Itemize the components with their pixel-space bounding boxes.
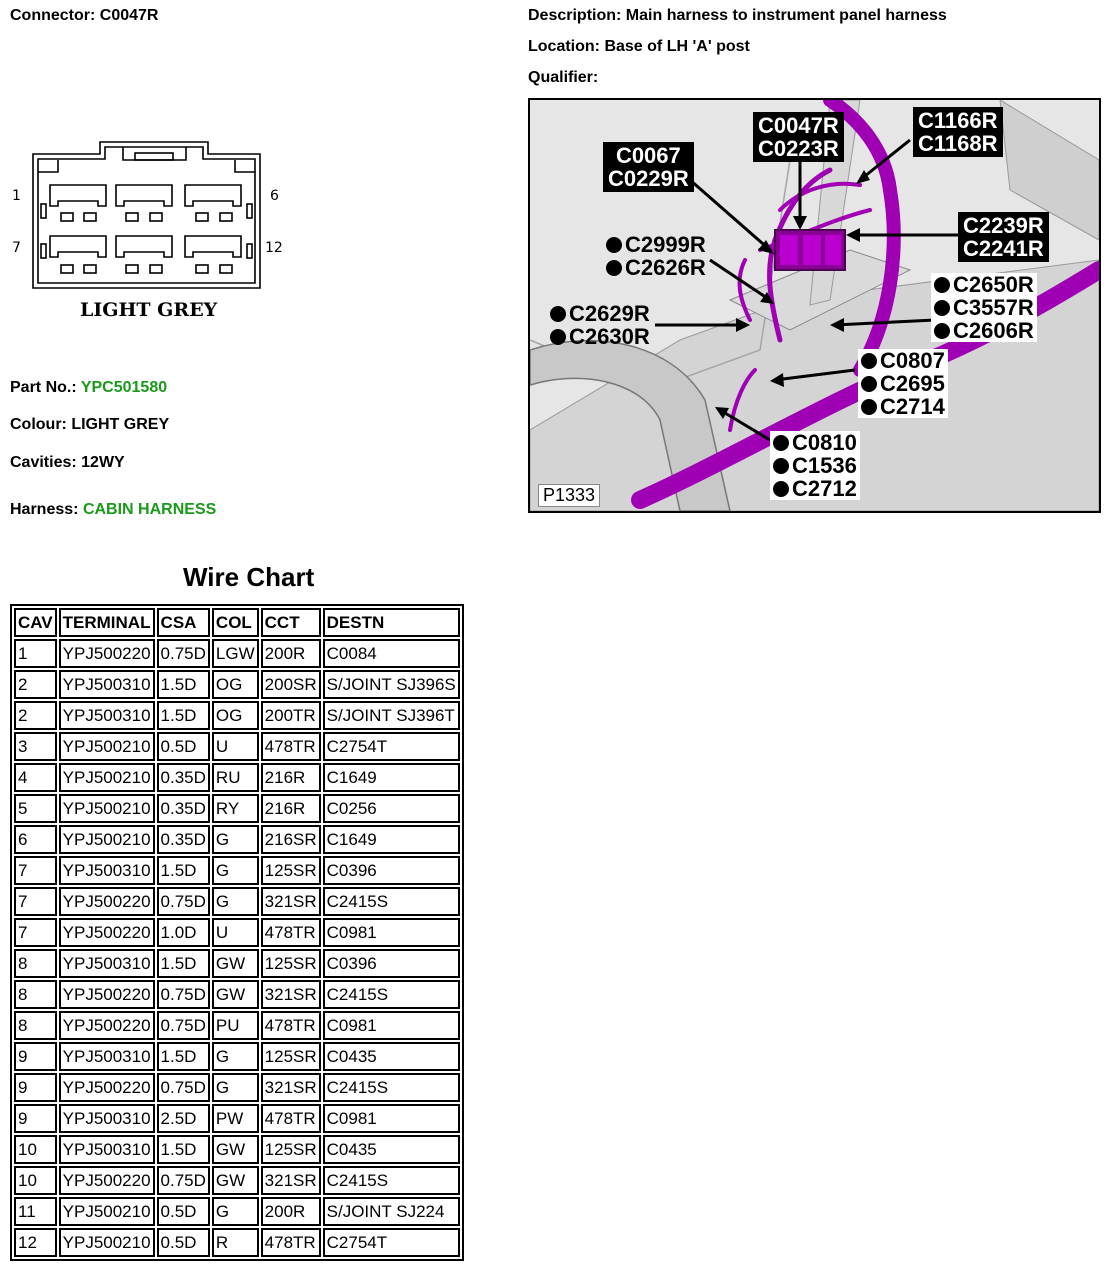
table-row: [14, 1166, 460, 1195]
cell-csa: 0.75D: [157, 1166, 210, 1195]
cell-terminal: YPJ500310: [59, 1135, 155, 1164]
cell-csa: 0.75D: [157, 1011, 210, 1040]
cell-col: U: [212, 918, 259, 947]
table-row: [14, 1042, 460, 1071]
callout-group-c0807: C0807 C2695 C2714: [858, 349, 948, 418]
cell-col: RY: [212, 794, 259, 823]
cell-destn: C0084: [323, 639, 460, 668]
part-number-link[interactable]: YPC501580: [80, 379, 168, 396]
housing-outline: [33, 142, 260, 288]
pin-label-7: 7: [12, 240, 21, 256]
part-number-line: [10, 379, 167, 397]
cell-cav: 10: [14, 1166, 57, 1195]
cell-csa: 0.35D: [157, 825, 210, 854]
colour-value: LIGHT GREY: [71, 416, 170, 433]
cell-cct: 125SR: [261, 1042, 321, 1071]
table-row: [14, 670, 460, 699]
description-label: Description:: [528, 7, 622, 24]
column-header-terminal: TERMINAL: [59, 608, 155, 637]
bullet-icon: [773, 481, 789, 497]
cell-destn: C2415S: [323, 980, 460, 1009]
cell-terminal: YPJ500210: [59, 1228, 155, 1257]
cell-cct: 321SR: [261, 887, 321, 916]
table-row: [14, 1104, 460, 1133]
table-row: [14, 794, 460, 823]
cell-csa: 1.5D: [157, 949, 210, 978]
column-header-csa: CSA: [157, 608, 210, 637]
cell-cav: 7: [14, 887, 57, 916]
wire-chart-table: [10, 604, 464, 1261]
cell-destn: S/JOINT SJ396T: [323, 701, 460, 730]
connector-face-drawing: [8, 138, 288, 328]
cell-cav: 4: [14, 763, 57, 792]
cell-cav: 3: [14, 732, 57, 761]
cell-cct: 200R: [261, 1197, 321, 1226]
cell-col: PU: [212, 1011, 259, 1040]
callout-group-c0810: C0810 C1536 C2712: [770, 431, 860, 500]
cell-cav: 8: [14, 1011, 57, 1040]
location-view-image: [528, 98, 1101, 513]
column-header-cct: CCT: [261, 608, 321, 637]
callout-group-c2650: C2650R C3557R C2606R: [931, 273, 1037, 342]
table-row: [14, 639, 460, 668]
table-row: [14, 1073, 460, 1102]
cell-csa: 0.75D: [157, 887, 210, 916]
cell-terminal: YPJ500210: [59, 763, 155, 792]
connector-line: [10, 7, 158, 25]
cell-cct: 200SR: [261, 670, 321, 699]
cell-cav: 1: [14, 639, 57, 668]
column-header-destn: DESTN: [323, 608, 460, 637]
cell-col: OG: [212, 670, 259, 699]
cell-col: G: [212, 825, 259, 854]
cell-cav: 9: [14, 1042, 57, 1071]
cavity-row-top: [50, 185, 241, 221]
cell-terminal: YPJ500210: [59, 825, 155, 854]
cell-csa: 1.5D: [157, 701, 210, 730]
cell-cav: 9: [14, 1104, 57, 1133]
cell-cct: 200R: [261, 639, 321, 668]
cell-cav: 6: [14, 825, 57, 854]
callout-group-c2999: C2999R C2626R: [606, 233, 706, 279]
bullet-icon: [550, 306, 566, 322]
cell-terminal: YPJ500210: [59, 732, 155, 761]
harness-label: Harness:: [10, 501, 79, 518]
cell-destn: C0435: [323, 1135, 460, 1164]
callout-c1166: C1166R C1168R: [913, 107, 1003, 157]
cell-terminal: YPJ500310: [59, 1104, 155, 1133]
connector-value: C0047R: [99, 7, 159, 24]
cell-destn: C0981: [323, 1011, 460, 1040]
cell-terminal: YPJ500310: [59, 670, 155, 699]
cell-destn: C0435: [323, 1042, 460, 1071]
cell-terminal: YPJ500310: [59, 701, 155, 730]
part-number-label: Part No.:: [10, 379, 77, 396]
cell-destn: C1649: [323, 763, 460, 792]
latch-tab: [135, 153, 173, 160]
cell-destn: C0256: [323, 794, 460, 823]
cell-cct: 200TR: [261, 701, 321, 730]
housing-inner-outline: [38, 147, 255, 283]
description-line: [528, 7, 947, 25]
cell-cct: 321SR: [261, 1073, 321, 1102]
cell-destn: C2415S: [323, 1073, 460, 1102]
cell-col: GW: [212, 980, 259, 1009]
table-row: [14, 763, 460, 792]
face-colour-caption: LIGHT GREY: [80, 299, 218, 321]
cell-cct: 321SR: [261, 980, 321, 1009]
cell-csa: 0.35D: [157, 763, 210, 792]
bullet-icon: [606, 237, 622, 253]
cell-cav: 11: [14, 1197, 57, 1226]
column-header-cav: CAV: [14, 608, 57, 637]
table-row: [14, 732, 460, 761]
bullet-icon: [934, 323, 950, 339]
cell-cav: 8: [14, 980, 57, 1009]
colour-label: Colour:: [10, 416, 67, 433]
cell-terminal: YPJ500310: [59, 949, 155, 978]
cell-terminal: YPJ500210: [59, 1197, 155, 1226]
pin-label-12: 12: [265, 240, 283, 256]
description-value: Main harness to instrument panel harness: [625, 7, 947, 24]
bullet-icon: [934, 300, 950, 316]
cell-col: G: [212, 856, 259, 885]
cell-destn: C0981: [323, 918, 460, 947]
callout-c0067: C0067 C0229R: [603, 142, 694, 192]
cell-cct: 125SR: [261, 856, 321, 885]
wire-chart-title: Wire Chart: [183, 562, 315, 592]
cell-csa: 1.5D: [157, 670, 210, 699]
cell-col: OG: [212, 701, 259, 730]
cell-col: GW: [212, 1135, 259, 1164]
table-row: [14, 918, 460, 947]
table-row: [14, 887, 460, 916]
cell-cct: 125SR: [261, 949, 321, 978]
cell-csa: 1.5D: [157, 856, 210, 885]
location-line: [528, 38, 750, 56]
cavities-label: Cavities:: [10, 454, 77, 471]
cell-cct: 478TR: [261, 1011, 321, 1040]
bullet-icon: [606, 260, 622, 276]
table-row: [14, 1228, 460, 1257]
cell-destn: C0981: [323, 1104, 460, 1133]
cell-csa: 0.75D: [157, 1073, 210, 1102]
qualifier-label: Qualifier:: [528, 69, 599, 86]
cell-col: R: [212, 1228, 259, 1257]
bullet-icon: [773, 435, 789, 451]
cell-cav: 7: [14, 918, 57, 947]
notch-left: [41, 204, 46, 218]
notch-top-right: [235, 160, 255, 172]
cell-destn: C0396: [323, 949, 460, 978]
harness-line: [10, 501, 216, 519]
notch-top-left: [38, 160, 58, 172]
cell-terminal: YPJ500210: [59, 794, 155, 823]
colour-line: [10, 416, 169, 434]
table-row: [14, 949, 460, 978]
connector-label: Connector:: [10, 7, 96, 24]
table-row: [14, 701, 460, 730]
cell-destn: C2415S: [323, 1166, 460, 1195]
location-value: Base of LH 'A' post: [604, 38, 750, 55]
cell-terminal: YPJ500220: [59, 1166, 155, 1195]
cell-destn: S/JOINT SJ224: [323, 1197, 460, 1226]
bullet-icon: [934, 277, 950, 293]
cell-cct: 478TR: [261, 918, 321, 947]
wire-chart-header-row: [14, 608, 460, 637]
cell-cav: 2: [14, 670, 57, 699]
cell-destn: C2754T: [323, 732, 460, 761]
cell-col: G: [212, 1197, 259, 1226]
location-label: Location:: [528, 38, 600, 55]
cell-cct: 216R: [261, 763, 321, 792]
cell-terminal: YPJ500220: [59, 1011, 155, 1040]
callout-group-c2629: C2629R C2630R: [550, 302, 650, 348]
notch-right-low: [247, 244, 252, 258]
cell-col: G: [212, 887, 259, 916]
cell-csa: 0.5D: [157, 732, 210, 761]
cell-cav: 5: [14, 794, 57, 823]
cell-csa: 0.5D: [157, 1228, 210, 1257]
cell-csa: 0.5D: [157, 1197, 210, 1226]
cell-terminal: YPJ500310: [59, 1042, 155, 1071]
table-row: [14, 825, 460, 854]
table-row: [14, 1197, 460, 1226]
cell-terminal: YPJ500220: [59, 980, 155, 1009]
cell-csa: 0.75D: [157, 639, 210, 668]
cell-cct: 478TR: [261, 732, 321, 761]
cell-col: GW: [212, 949, 259, 978]
cell-cct: 216R: [261, 794, 321, 823]
cell-csa: 1.5D: [157, 1135, 210, 1164]
cell-destn: C1649: [323, 825, 460, 854]
cell-csa: 0.35D: [157, 794, 210, 823]
notch-right: [247, 204, 252, 218]
cell-destn: C2415S: [323, 887, 460, 916]
table-row: [14, 856, 460, 885]
callout-c0047: C0047R C0223R: [753, 112, 844, 162]
pin-label-1: 1: [12, 188, 21, 204]
cell-terminal: YPJ500310: [59, 856, 155, 885]
cavity-row-bottom: [50, 236, 241, 273]
cell-cav: 12: [14, 1228, 57, 1257]
cell-terminal: YPJ500220: [59, 887, 155, 916]
cell-terminal: YPJ500220: [59, 1073, 155, 1102]
cell-col: U: [212, 732, 259, 761]
column-header-col: COL: [212, 608, 259, 637]
harness-link[interactable]: CABIN HARNESS: [82, 501, 217, 518]
cell-cav: 9: [14, 1073, 57, 1102]
cell-cct: 478TR: [261, 1104, 321, 1133]
callout-c2239: C2239R C2241R: [958, 212, 1049, 262]
cell-col: RU: [212, 763, 259, 792]
bullet-icon: [861, 353, 877, 369]
cell-cct: 216SR: [261, 825, 321, 854]
qualifier-line: [528, 69, 598, 87]
cell-cct: 478TR: [261, 1228, 321, 1257]
figure-id-label: P1333: [538, 484, 600, 507]
cell-terminal: YPJ500220: [59, 639, 155, 668]
table-row: [14, 980, 460, 1009]
pin-label-6: 6: [270, 188, 279, 204]
notch-left-low: [41, 244, 46, 258]
bullet-icon: [550, 329, 566, 345]
cell-terminal: YPJ500220: [59, 918, 155, 947]
cell-csa: 2.5D: [157, 1104, 210, 1133]
cell-cav: 2: [14, 701, 57, 730]
cell-cav: 10: [14, 1135, 57, 1164]
bullet-icon: [861, 399, 877, 415]
connector-face-diagram: [8, 138, 288, 328]
cell-csa: 0.75D: [157, 980, 210, 1009]
cell-col: G: [212, 1042, 259, 1071]
cell-cct: 125SR: [261, 1135, 321, 1164]
cell-cav: 8: [14, 949, 57, 978]
cell-col: LGW: [212, 639, 259, 668]
bullet-icon: [861, 376, 877, 392]
cell-destn: S/JOINT SJ396S: [323, 670, 460, 699]
cell-cct: 321SR: [261, 1166, 321, 1195]
cell-destn: C0396: [323, 856, 460, 885]
cell-destn: C2754T: [323, 1228, 460, 1257]
cell-col: PW: [212, 1104, 259, 1133]
bullet-icon: [773, 458, 789, 474]
wire-chart-body: [14, 639, 460, 1257]
cell-csa: 1.0D: [157, 918, 210, 947]
table-row: [14, 1011, 460, 1040]
cavities-value: 12WY: [81, 454, 125, 471]
cavities-line: [10, 454, 125, 472]
cell-col: G: [212, 1073, 259, 1102]
cell-cav: 7: [14, 856, 57, 885]
cell-col: GW: [212, 1166, 259, 1195]
table-row: [14, 1135, 460, 1164]
cell-csa: 1.5D: [157, 1042, 210, 1071]
